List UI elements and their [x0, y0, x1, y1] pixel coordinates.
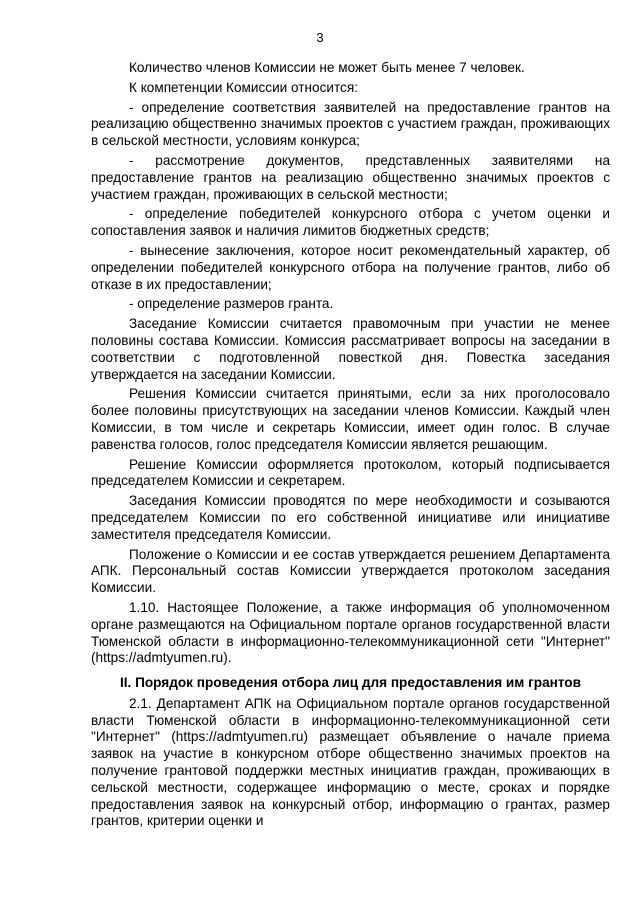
list-item-winners: - определение победителей конкурсного отбора с учетом оценки и сопоставления заявок и наличия лимитов бюджетных средств; [91, 206, 610, 239]
paragraph-decisions: Решения Комиссии считается принятыми, если за них проголосовало более половины присутствующих на заседании членов Комиссии. Каждый член Комиссии, в том числе и секретарь Комиссии, имеет один голос. В случае равенства голосов, голос председателя Комиссии является решающим. [91, 386, 610, 452]
section-heading: II. Порядок проведения отбора лиц для предоставления им грантов [120, 675, 581, 691]
list-item-eligibility: - определение соответствия заявителей на предоставление грантов на реализацию общественно значимых проектов с участием граждан, проживающих в сельской местности, условиям конкурса; [91, 99, 610, 149]
list-item-grant-size: - определение размеров гранта. [129, 296, 334, 312]
paragraph-commission-size: Количество членов Комиссии не может быть менее 7 человек. [129, 60, 525, 75]
page-number: 3 [316, 30, 324, 45]
paragraph-2-1: 2.1. Департамент АПК на Официальном портале органов государственной власти Тюменской области в информационно-телекоммуникационной сети "Интернет" (https://admtyumen.ru) размещает объявление о начале приема заявок на участие в конкурсном отборе общественно значимых проектов на получение грантовой поддержки местных инициатив граждан, проживающих в сельской местности, содержащее информацию о месте, сроках и порядке предоставления заявок на конкурсный отбор, информацию о грантах, размер грантов, критерии оценки и [91, 695, 610, 829]
list-item-document-review: - рассмотрение документов, представленных заявителями на предоставление грантов на реализацию общественно значимых проектов с участием граждан, проживающих в сельской местности; [91, 152, 610, 202]
paragraph-quorum: Заседание Комиссии считается правомочным при участии не менее половины состава Комиссии. Комиссия рассматривает вопросы на заседании в соответствии с подготовленной повесткой дня. Повестка заседания утверждается на заседании Комиссии. [91, 316, 610, 382]
paragraph-competence-intro: К компетенции Комиссии относится: [129, 79, 358, 95]
paragraph-protocol: Решение Комиссии оформляется протоколом, который подписывается председателем Комиссии и секретарем. [91, 456, 610, 489]
document-body [91, 60, 610, 833]
paragraph-regulation: Положение о Комиссии и ее состав утверждается решением Департамента АПК. Персональный состав Комиссии утверждается протоколом заседания Комиссии. [91, 546, 610, 596]
paragraph-1-10: 1.10. Настоящее Положение, а также информация об уполномоченном органе размещаются на Официальном портале органов государственной власти Тюменской области в информационно-телекоммуникационной сети "Интернет" (https://admtyumen.ru). [91, 599, 610, 666]
paragraph-meetings: Заседания Комиссии проводятся по мере необходимости и созываются председателем Комиссии по его собственной инициативе или инициативе заместителя председателя Комиссии. [91, 493, 610, 542]
list-item-conclusion: - вынесение заключения, которое носит рекомендательный характер, об определении победителей конкурсного отбора на получение грантов, либо об отказе в их предоставлении; [91, 242, 610, 292]
